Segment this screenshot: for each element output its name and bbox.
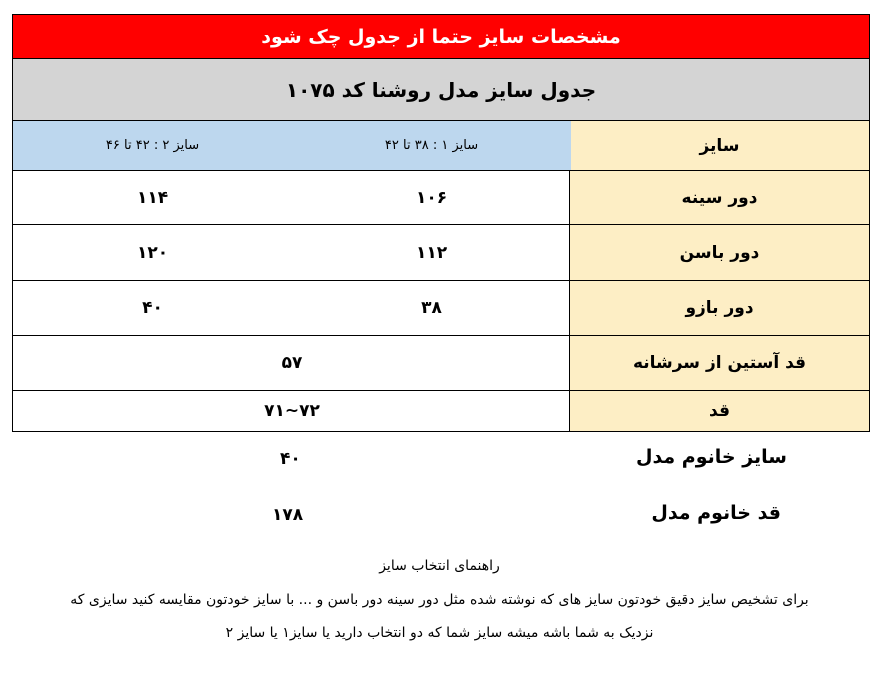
guide-line-2: نزدیک به شما باشه میشه سایز شما که دو انتخاب دارید یا سایز۱ یا سایز ۲: [225, 625, 654, 641]
header-label-cell: [569, 121, 869, 170]
row-label-cell: [569, 171, 869, 224]
size1-value: ۱۱۲: [415, 242, 448, 263]
guide-title: راهنمای انتخاب سایز: [379, 558, 500, 574]
size1-value: ۳۸: [421, 298, 442, 318]
model-height-value: ۱۷۸: [272, 505, 304, 525]
size2-value: ۴۰: [142, 298, 163, 318]
guide-line-1: برای تشخیص سایز دقیق خودتون سایز های که نوشته شده مثل دور سینه دور باسن و ... با سایز خودتون مقایسه کنید سایزی که: [70, 592, 809, 608]
row-label: دور بازو: [685, 298, 754, 318]
row-label-cell: [569, 225, 869, 280]
warning-banner: [13, 15, 869, 59]
span-value: ۷۲~۷۱: [264, 401, 320, 421]
table-row: [13, 281, 869, 336]
span-value: ۵۷: [281, 353, 303, 373]
header-size1: سایز ۱ : ۳۸ تا ۴۲: [384, 138, 479, 153]
table-title: جدول سایز مدل روشنا کد ۱۰۷۵: [285, 77, 597, 102]
table-row: [13, 171, 869, 225]
table-row: [13, 225, 869, 281]
size1-value: ۱۰۶: [415, 187, 448, 208]
size2-value: ۱۱۴: [136, 187, 169, 208]
header-label: سایز: [699, 135, 740, 156]
row-label: دور باسن: [679, 242, 760, 263]
row-label-cell: [569, 336, 869, 390]
table-row: [13, 336, 869, 391]
warning-banner-text: مشخصات سایز حتما از جدول چک شود: [261, 25, 621, 48]
table-header-row: [13, 121, 869, 171]
model-size-label: سایز خانوم مدل: [635, 446, 787, 468]
size2-value: ۱۲۰: [136, 242, 169, 263]
row-label: قد: [709, 401, 730, 421]
table-title-row: [13, 59, 869, 121]
row-label: قد آستین از سرشانه: [632, 353, 807, 373]
row-label: دور سینه: [681, 187, 758, 208]
model-height-label: قد خانوم مدل: [651, 502, 781, 524]
row-label-cell: [569, 391, 869, 431]
size-table: [12, 14, 870, 432]
row-label-cell: [569, 281, 869, 335]
model-size-value: ۴۰: [280, 449, 301, 469]
header-sizes-cell: [13, 121, 571, 170]
header-size2: سایز ۲ : ۴۲ تا ۴۶: [105, 138, 200, 153]
table-row: [13, 391, 869, 431]
